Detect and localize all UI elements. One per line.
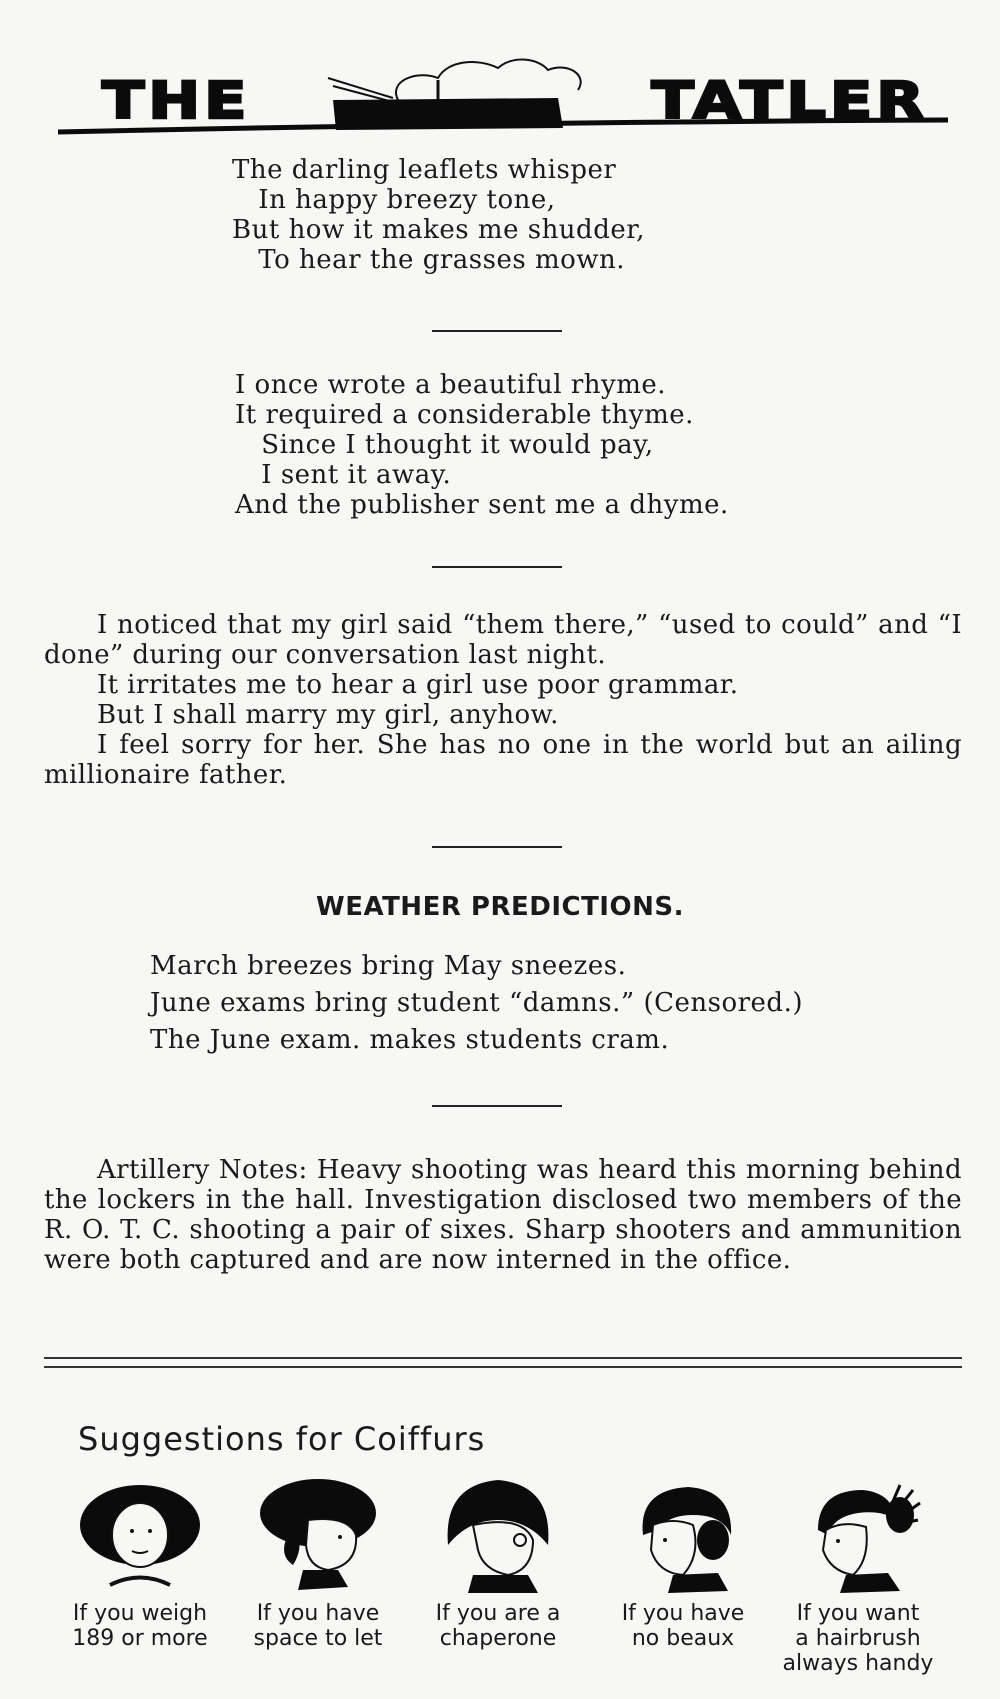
- paragraph: I noticed that my girl said “them there,” “used to could” and “I done” during our conversation last night.: [44, 610, 962, 670]
- coiffures-title: Suggestions for Coiffurs: [78, 1420, 486, 1458]
- verse-line: Since I thought it would pay,: [235, 430, 654, 460]
- coiffure-caption: If you have: [621, 1601, 745, 1626]
- verse-line: In happy breezy tone,: [232, 185, 556, 215]
- verse-line: But how it makes me shudder,: [232, 215, 646, 245]
- coiffure-caption: chaperone: [439, 1626, 557, 1651]
- coiffure-caption: If you weigh: [72, 1601, 208, 1626]
- coiffure-caption: If you are a: [435, 1601, 561, 1626]
- coiffure-caption: no beaux: [631, 1626, 735, 1651]
- section-divider: [432, 1105, 562, 1107]
- verse-line: March breezes bring May sneezes.: [150, 951, 627, 981]
- paragraph: It irritates me to hear a girl use poor grammar.: [97, 670, 739, 700]
- weather-heading: WEATHER PREDICTIONS.: [316, 892, 684, 922]
- masthead-title-right: TATLER: [651, 70, 928, 131]
- coiffure-caption: If you have: [256, 1601, 380, 1626]
- coiffure-caption: 189 or more: [72, 1626, 208, 1651]
- verse-line: It required a considerable thyme.: [235, 400, 694, 430]
- poem-rhyme: [235, 370, 729, 520]
- verse-line: I sent it away.: [235, 460, 452, 490]
- coiffure-caption: a hairbrush: [795, 1626, 921, 1651]
- paragraph: But I shall marry my girl, anyhow.: [97, 700, 559, 730]
- woman-bun-hair-icon: [248, 1475, 388, 1595]
- artillery-notes: [44, 1155, 962, 1275]
- verse-line: June exams bring student “damns.” (Censored.): [150, 988, 803, 1018]
- masthead: [58, 40, 948, 150]
- verse-line: I once wrote a beautiful rhyme.: [235, 370, 667, 400]
- verse-line: The darling leaflets whisper: [232, 155, 617, 185]
- coiffure-item: [238, 1475, 398, 1651]
- section-divider: [432, 566, 562, 568]
- paragraph: I feel sorry for her. She has no one in the world but an ailing millionaire father.: [44, 730, 962, 790]
- verse-line: And the publisher sent me a dhyme.: [235, 490, 729, 520]
- woman-bob-hair-icon: [70, 1475, 210, 1595]
- coiffure-item: [60, 1475, 220, 1651]
- section-divider: [432, 330, 562, 332]
- coiffure-item: [603, 1475, 763, 1651]
- section-divider: [432, 846, 562, 848]
- coiffure-item: [418, 1475, 578, 1651]
- grammar-note: [44, 610, 962, 790]
- coiffure-caption: always handy: [782, 1651, 934, 1676]
- poem-leaflets: [232, 155, 645, 275]
- masthead-title-left: THE: [102, 70, 251, 131]
- woman-bristle-bun-icon: [788, 1475, 928, 1595]
- woman-side-curl-icon: [613, 1475, 753, 1595]
- woman-glasses-hair-icon: [428, 1475, 568, 1595]
- coiffure-item: [778, 1475, 938, 1676]
- verse-line: To hear the grasses mown.: [232, 245, 626, 275]
- double-divider: [44, 1357, 962, 1368]
- coiffure-caption: space to let: [253, 1626, 383, 1651]
- paragraph: Artillery Notes: Heavy shooting was heard this morning behind the lockers in the hall. Investigation disclosed two members of the R. O. T. C. shooting a pair of sixes. Sharp shooters and ammunition were both captured and are now interned in the office.: [44, 1155, 962, 1275]
- weather-predictions: [150, 948, 803, 1059]
- verse-line: The June exam. makes students cram.: [150, 1025, 670, 1055]
- coiffure-caption: If you want: [796, 1601, 920, 1626]
